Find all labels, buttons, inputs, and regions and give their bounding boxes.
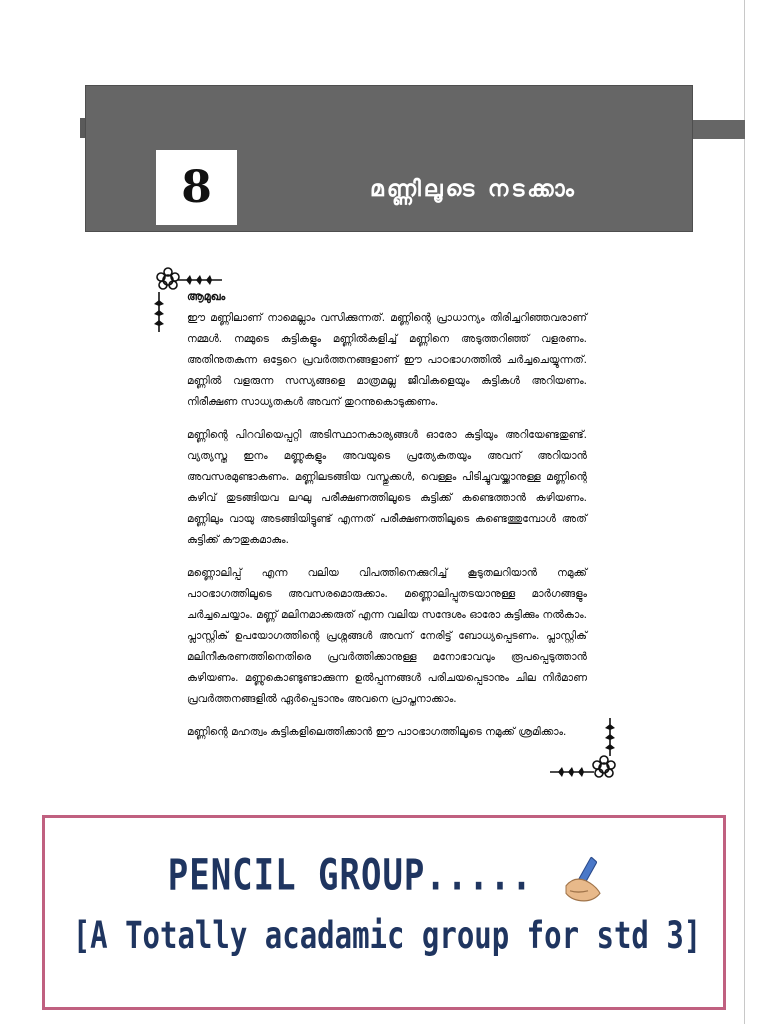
intro-section <box>187 290 587 755</box>
pencil-group-banner <box>42 815 726 1010</box>
chapter-title: മണ്ണിലൂടെ നടക്കാം <box>370 177 577 202</box>
writing-hand-pencil-icon <box>560 853 606 903</box>
header-right-tab <box>693 120 745 139</box>
banner-title: PENCIL GROUP..... <box>167 850 533 901</box>
banner-title-line <box>45 851 729 903</box>
banner-subtitle: [A Totally acadamic group for std 3] <box>72 912 702 958</box>
chapter-number: 8 <box>181 162 212 213</box>
intro-paragraph: ഈ മണ്ണിലാണ് നാമെല്ലാം വസിക്കുന്നത്. മണ്ണിന്റെ പ്രാധാന്യം തിരിച്ചറിഞ്ഞവരാണ് നമ്മൾ. നമ്മുടെ കുട്ടികളും മണ്ണിൽകളിച്ച് മണ്ണിനെ അടുത്തറിഞ്ഞ് വളരണം. അതിനുതകുന്ന ഒട്ടേറെ പ്രവർത്തനങ്ങളാണ് ഈ പാഠഭാഗത്തിൽ ചർച്ചചെയ്യുന്നത്. മണ്ണിൽ വളരുന്ന സസ്യങ്ങളെ മാത്രമല്ല ജീവികളെയും കുട്ടികൾ അറിയണം. നിരീക്ഷണ സാധ്യതകൾ അവന് തുറന്നുകൊടുക്കണം. <box>187 312 587 408</box>
intro-heading: ആമുഖം <box>187 290 226 303</box>
intro-paragraph: മണ്ണൊലിപ്പ് എന്ന വലിയ വിപത്തിനെക്കുറിച്ച് കൂടുതലറിയാൻ നമുക്ക് പാഠഭാഗത്തിലൂടെ അവസരമൊരുക്കാം. മണ്ണൊലിപ്പുതടയാനുള്ള മാർഗങ്ങളും ചർച്ചചെയ്യാം. മണ്ണ് മലിനമാക്കരുത് എന്ന വലിയ സന്ദേശം ഓരോ കുട്ടിക്കും നൽകാം. പ്ലാസ്റ്റിക് ഉപയോഗത്തിന്റെ പ്രശ്നങ്ങൾ അവന് നേരിട്ട് ബോധ്യപ്പെടണം. പ്ലാസ്റ്റിക് മലിനീകരണത്തിനെതിരെ പ്രവർത്തിക്കാനുള്ള മനോഭാവവും രൂപപ്പെടുത്താൻ കഴിയണം. മണ്ണുകൊണ്ടുണ്ടാക്കുന്ന ഉൽപ്പന്നങ്ങൾ പരിചയപ്പെടാനും ചില നിർമാണ പ്രവർത്തനങ്ങളിൽ ഏർപ്പെടാനും അവനെ പ്രാപ്തനാക്കാം. <box>187 567 587 705</box>
chapter-number-box <box>156 150 237 225</box>
floral-ornament-bottom-icon <box>548 716 620 786</box>
intro-paragraph: മണ്ണിന്റെ മഹത്വം കുട്ടികളിലെത്തിക്കാൻ ഈ പാഠഭാഗത്തിലൂടെ നമുക്ക് ശ്രമിക്കാം. <box>187 726 567 738</box>
intro-paragraph: മണ്ണിന്റെ പിറവിയെപ്പറ്റി അടിസ്ഥാനകാര്യങ്ങൾ ഓരോ കുട്ടിയും അറിയേണ്ടതുണ്ട്. വ്യത്യസ്ത ഇനം മണ്ണുകളും അവയുടെ പ്രത്യേകതയും അവന് അറിയാൻ അവസരമുണ്ടാകണം. മണ്ണിലടങ്ങിയ വസ്തുക്കൾ, വെള്ളം പിടിച്ചുവയ്ക്കാനുള്ള മണ്ണിന്റെ കഴിവ് തുടങ്ങിയവ ലഘു പരീക്ഷണത്തിലൂടെ കുട്ടിക്ക് കണ്ടെത്താൻ കഴിയണം. മണ്ണിലും വായു അടങ്ങിയിട്ടുണ്ട് എന്നത് പരീക്ഷണത്തിലൂടെ കണ്ടെത്തുമ്പോൾ അത് കുട്ടിക്ക് കൗതുകമാകും. <box>187 429 587 546</box>
page-edge-line <box>744 0 745 1024</box>
